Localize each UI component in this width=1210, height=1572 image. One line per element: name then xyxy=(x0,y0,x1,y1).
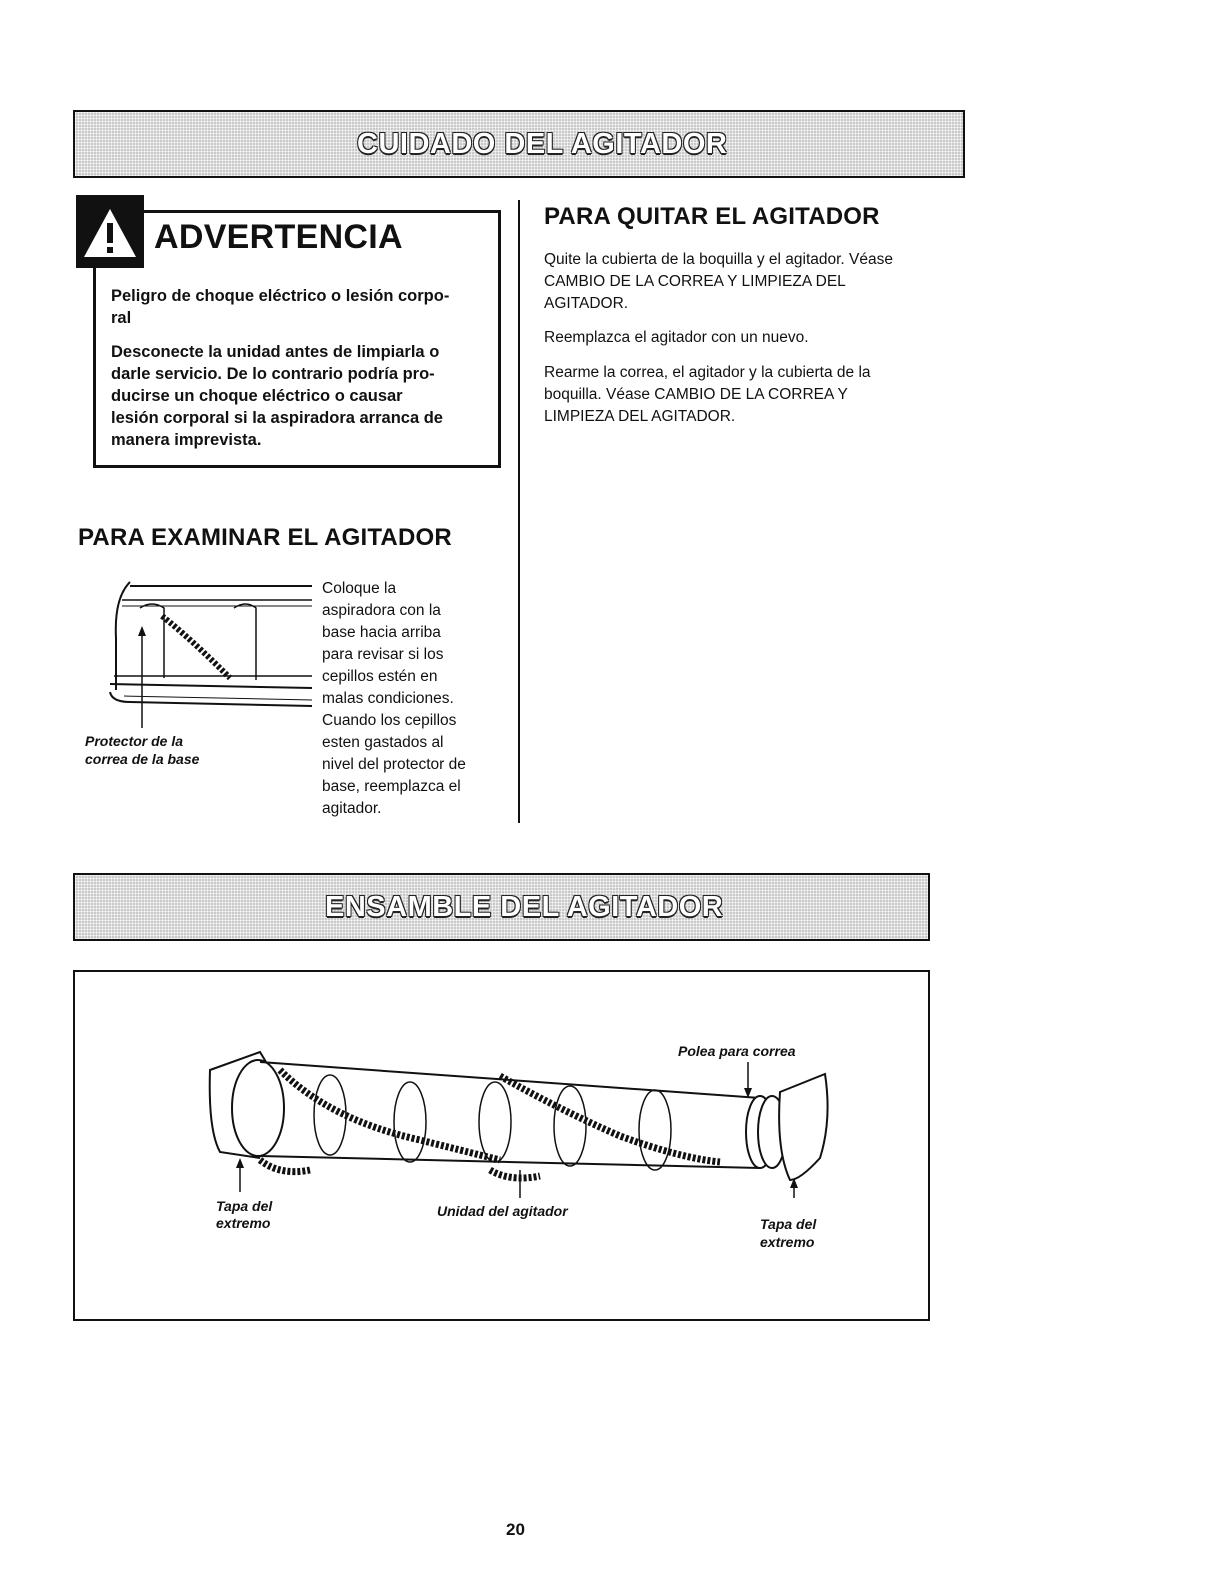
warning-body-line: manera imprevista. xyxy=(111,431,262,449)
column-divider xyxy=(518,200,520,823)
label-tapa-left-2: extremo xyxy=(216,1215,271,1231)
label-polea: Polea para correa xyxy=(678,1043,796,1059)
section-banner-ensamble xyxy=(73,873,930,941)
examinar-text-line: base, reemplazca el xyxy=(322,778,461,795)
warning-body-line: darle servicio. De lo contrario podría pro- xyxy=(111,365,435,383)
warning-body-line: lesión corporal si la aspiradora arranca de xyxy=(111,409,443,427)
quitar-p1-line: CAMBIO DE LA CORREA Y LIMPIEZA DEL xyxy=(544,273,846,290)
examinar-text-line: agitador. xyxy=(322,800,382,817)
warning-icon-block xyxy=(76,195,144,268)
caption-protector-line1: Protector de la xyxy=(85,733,184,749)
section-banner-cuidado xyxy=(73,110,965,178)
quitar-p3-line: LIMPIEZA DEL AGITADOR. xyxy=(544,408,736,425)
quitar-p3-line: Rearme la correa, el agitador y la cubierta de la xyxy=(544,364,871,381)
label-tapa-right-2: extremo xyxy=(760,1234,815,1250)
warning-body-line: ducirse un choque eléctrico o causar xyxy=(111,387,403,405)
quitar-p3-line: boquilla. Véase CAMBIO DE LA CORREA Y xyxy=(544,386,848,403)
examinar-text-line: malas condiciones. xyxy=(322,690,454,707)
warning-triangle-icon xyxy=(76,195,144,268)
examinar-text-line: base hacia arriba xyxy=(322,624,441,641)
examinar-text-line: esten gastados al xyxy=(322,734,444,751)
warning-title: ADVERTENCIA xyxy=(154,218,403,256)
label-tapa-left-1: Tapa del xyxy=(216,1198,273,1214)
caption-protector-line2: correa de la base xyxy=(85,751,200,767)
heading-quitar: PARA QUITAR EL AGITADOR xyxy=(544,203,880,230)
base-belt-guard-illustration xyxy=(100,578,320,738)
label-tapa-right-1: Tapa del xyxy=(760,1216,817,1232)
examinar-text-line: Coloque la xyxy=(322,580,397,597)
heading-examinar: PARA EXAMINAR EL AGITADOR xyxy=(78,524,452,551)
warning-line-2: ral xyxy=(111,309,132,327)
quitar-p2-line: Reemplazca el agitador con un nuevo. xyxy=(544,329,809,346)
warning-line-1: Peligro de choque eléctrico o lesión corpo- xyxy=(111,287,450,305)
quitar-p1-line: Quite la cubierta de la boquilla y el agitador. Véase xyxy=(544,251,893,268)
label-unidad: Unidad del agitador xyxy=(437,1203,568,1219)
warning-body-line: Desconecte la unidad antes de limpiarla o xyxy=(111,343,440,361)
page-number: 20 xyxy=(506,1520,525,1539)
agitator-assembly-illustration xyxy=(200,1040,850,1200)
examinar-text-line: para revisar si los xyxy=(322,646,444,663)
examinar-text-line: nivel del protector de xyxy=(322,756,466,773)
quitar-p1-line: AGITADOR. xyxy=(544,295,629,312)
section-title-ensamble: ENSAMBLE DEL AGITADOR xyxy=(325,890,724,923)
examinar-text-line: Cuando los cepillos xyxy=(322,712,457,729)
examinar-text-line: aspiradora con la xyxy=(322,602,441,619)
section-title-cuidado: CUIDADO DEL AGITADOR xyxy=(357,127,728,160)
examinar-text-line: cepillos estén en xyxy=(322,668,438,685)
